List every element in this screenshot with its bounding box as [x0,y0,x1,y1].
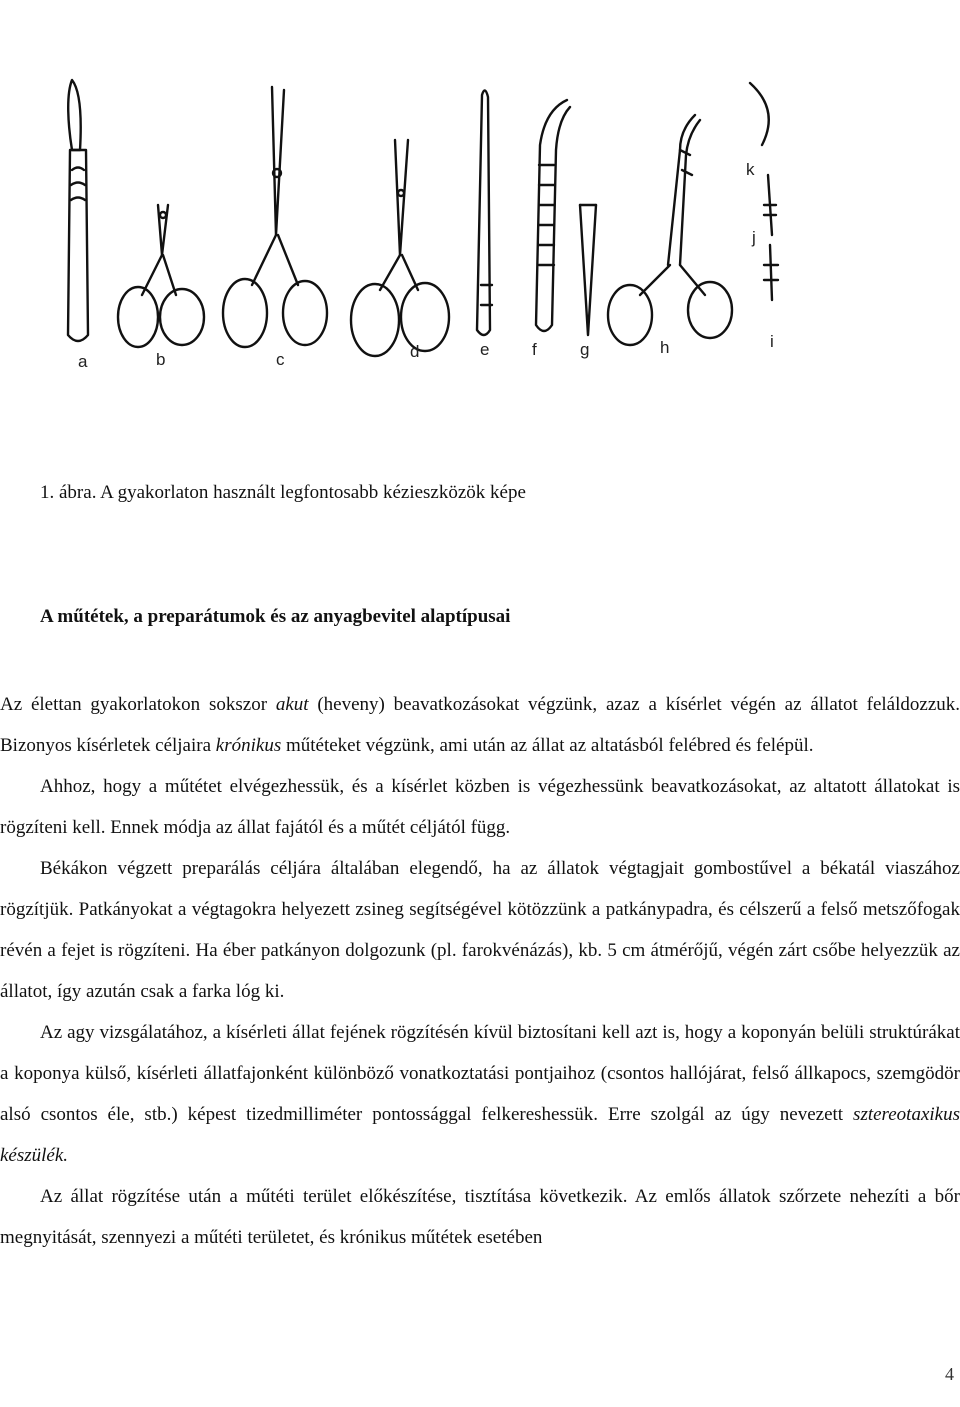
label-f: f [532,340,537,359]
curved-needle-k [750,83,769,145]
text-run: Az agy vizsgálatához, a kísérleti állat fejének rögzítésén kívül biztosítani kell azt is, hogy a koponyán belüli struktúrákat a koponya külső, kísérleti állatfajonként különböző vonatkoztatási pontjaihoz (csontos hallójárat, felső állkapocs, szemgödör alsó csontos éle, stb.) képest tizedmilliméter pontossággal felkereshessük. Erre szolgál az úgy nevezett [0,1022,960,1125]
text-run: (heveny) beavatkozásokat végzünk, azaz a kísérlet végén az állatot feláldozzuk. Bizonyos kísérletek céljaira [0,694,960,756]
needle-j [764,175,776,235]
text-run: Ahhoz, hogy a műtétet elvégezhessük, és a kísérlet közben is végezhessünk beavatkozásokat, az altatott állatokat is rögzíteni kell. Ennek módja az állat fajától és a műtét céljától függ. [0,776,960,838]
hemostat-h [608,115,732,345]
instruments-drawing [40,55,800,385]
forceps-e [477,90,492,335]
label-g: g [580,340,590,359]
figure-caption: 1. ábra. A gyakorlaton használt legfontosabb kézieszközök képe [40,482,526,503]
label-j: j [752,228,756,247]
scissors-c [223,87,327,347]
label-c: c [276,350,285,369]
label-k: k [746,160,755,179]
label-i: i [770,332,774,351]
italic-term: akut [275,694,309,715]
paragraph [0,1176,960,1258]
needle-i [764,245,778,300]
scalpel-a [68,80,88,341]
surgical-instruments-figure [40,55,800,385]
text-run: Az élettan gyakorlatokon sokszor [0,694,276,715]
probe-g [580,205,596,335]
text-run: Békákon végzett preparálás céljára általában elegendő, ha az állatok végtagjait gombostűvel a békatál viaszához rögzítjük. Patkányokat a végtagokra helyezett zsineg segítségével kötözzünk a patkánypadra, és célszerű a felső metszőfogak révén a fejet is rögzíteni. Ha éber patkányon dolgozunk (pl. farokvénázás), kb. 5 cm átmérőjű, végén zárt csőbe helyezzük az állatot, így azután csak a farka lóg ki. [0,858,960,1002]
italic-term: krónikus [215,735,282,756]
paragraph [0,684,960,766]
label-h: h [660,338,670,357]
paragraph [0,848,960,1012]
scissors-d [351,140,449,356]
scissors-b [118,205,204,347]
section-title: A műtétek, a preparátumok és az anyagbevitel alaptípusai [40,606,511,627]
label-b: b [156,350,166,369]
curved-forceps-f [536,100,570,331]
label-d: d [410,342,420,361]
label-a: a [78,352,88,371]
paragraph [0,766,960,848]
text-run: műtéteket végzünk, ami után az állat az altatásból felébred és felépül. [281,735,814,756]
label-e: e [480,340,490,359]
paragraph [0,1012,960,1176]
text-run: Az állat rögzítése után a műtéti terület előkészítése, tisztítása következik. Az emlős állatok szőrzete nehezíti a bőr megnyitását, szennyezi a műtéti területet, és krónikus műtétek esetében [0,1186,960,1248]
page-number: 4 [945,1364,954,1384]
italic-term: sztereotaxikus készülék. [0,1104,960,1166]
body-text [0,684,960,1258]
